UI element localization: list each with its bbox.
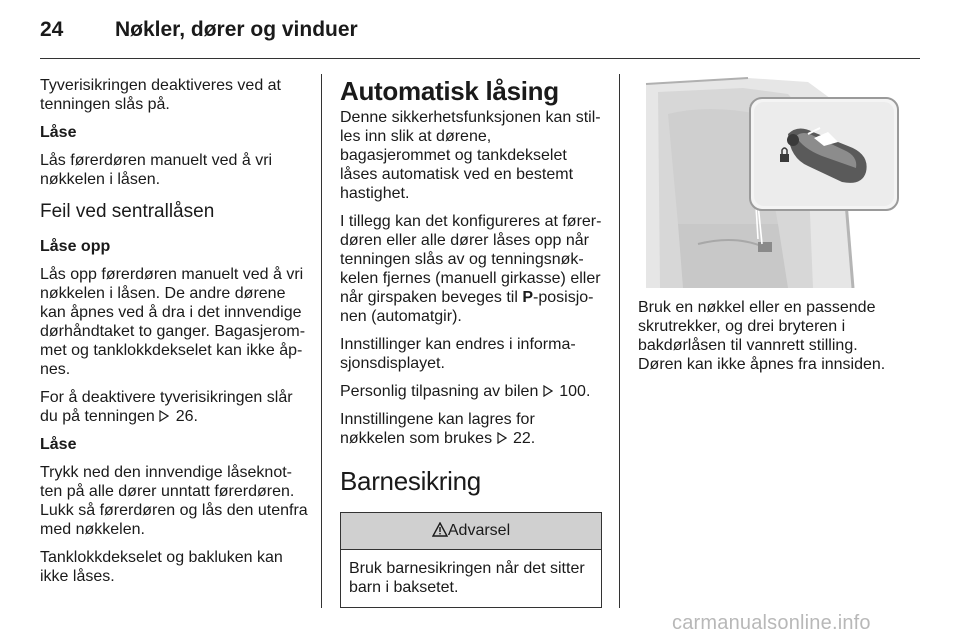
- paragraph-innstillinger: Innstillinger kan endres i informasjonsdisplayet.: [340, 336, 576, 372]
- paragraph-tanklokk: Tanklokkdekselet og bakluken kan ikke låses.: [40, 549, 283, 585]
- page-reference-icon: [159, 407, 171, 426]
- header-rule: [40, 58, 920, 59]
- column-right: [638, 298, 902, 383]
- rear-door-lock-illustration: [638, 74, 902, 288]
- paragraph-lase-2: Trykk ned den innvendige låseknotten på alle dører unntatt førerdøren. Lukk så førerdøren og lås den utenfra med nøkkelen.: [40, 464, 308, 538]
- heading-feil-sentrallasen: Feil ved sentrallåsen: [40, 201, 215, 222]
- warning-title: Advarsel: [447, 522, 511, 539]
- heading-automatisk-lasing: Automatisk låsing: [340, 76, 559, 106]
- page-reference-22[interactable]: 22.: [512, 430, 536, 447]
- paragraph-tyverisikring: Tyverisikringen deaktiveres ved at tenningen slås på.: [40, 77, 281, 113]
- page-header: [40, 14, 920, 54]
- subheading-lase-opp: Låse opp: [40, 238, 111, 255]
- paragraph-lase: Lås førerdøren manuelt ved å vri nøkkelen i låsen.: [40, 152, 273, 188]
- warning-header: [341, 513, 601, 550]
- illustration-caption: Bruk en nøkkel eller en passende skrutrekker, og drei bryteren i bakdørlåsen til vannrett stilling. Døren kan ikke åpnes fra innsiden.: [638, 299, 886, 373]
- page-reference-icon: [543, 382, 555, 401]
- chapter-title: Nøkler, dører og vinduer: [115, 18, 358, 41]
- paragraph-sikkerhetsfunksjon: Denne sikkerhetsfunksjonen kan stilles inn slik at dørene, bagasjerommet og tankdekselet låses automatisk ved en bestemt hastighet.: [340, 109, 601, 202]
- column-left: [40, 76, 308, 595]
- paragraph-konfigurering: I tillegg kan det konfigureres at førerdøren eller alle dører låses opp når tenningen slås av og tenningsnøkkelen fjernes (manuell girkasse) eller når girspaken beveges til P-posisjonen (automatgir).: [340, 213, 602, 325]
- paragraph-personlig-tilpasning: Personlig tilpasning av bilen 100.: [340, 383, 591, 400]
- page-reference-icon: [497, 429, 509, 448]
- gear-position-p: P: [522, 289, 534, 306]
- warning-text: Bruk barnesikringen når det sitter barn i baksetet.: [349, 560, 585, 596]
- watermark: carmanualsonline.info: [672, 612, 871, 634]
- paragraph-lase-opp: Lås opp førerdøren manuelt ved å vri nøkkelen i låsen. De andre dørene kan åpnes ved å dra i det innvendige dørhåndtaket to ganger. Bagasjerommet og tanklokkdekselet kan ikke åpnes.: [40, 266, 306, 378]
- subheading-lase: Låse: [40, 124, 77, 141]
- column-middle: [340, 76, 602, 608]
- warning-icon: [432, 522, 448, 539]
- paragraph-deaktivere: For å deaktivere tyverisikringen slår du på tenningen 26.: [40, 389, 293, 425]
- page-reference-100[interactable]: 100.: [559, 383, 591, 400]
- paragraph-lagres: Innstillingene kan lagres for nøkkelen som brukes 22.: [340, 411, 536, 447]
- page-number: 24: [40, 18, 64, 41]
- warning-box: [340, 512, 602, 608]
- column-divider-left: [321, 74, 322, 608]
- column-divider-right: [619, 74, 620, 608]
- subheading-lase-2: Låse: [40, 436, 77, 453]
- page-reference-26[interactable]: 26.: [175, 408, 198, 425]
- heading-barnesikring: Barnesikring: [340, 466, 481, 496]
